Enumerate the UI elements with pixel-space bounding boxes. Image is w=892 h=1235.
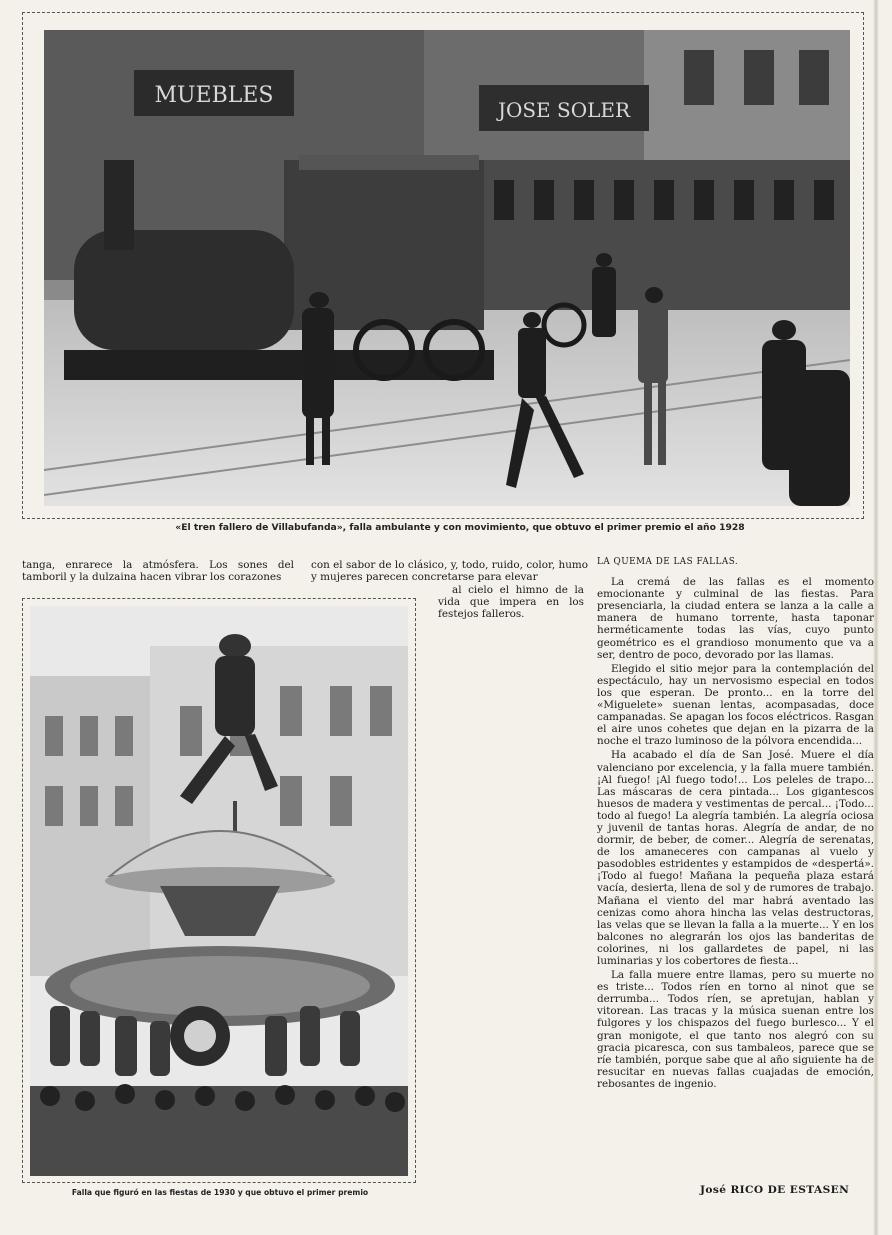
right-paragraph-2: Elegido el sitio mejor para la contemplación del espectáculo, hay un nervosismo especial en todos los que esperan. De pronto... en la torre del «Miguelete» suenan lentas, acompasadas, doce campanadas. Se apagan los focos eléctricos. Rasgan el aire unos cohetes que dejan en la pizarra de la noche el trazo luminoso de la pólvora encendida... bbox=[597, 662, 874, 748]
caption-top-photo: «El tren fallero de Villabufanda», falla ambulante y con movimiento, que obtuvo el primer premio el año 1928 bbox=[175, 522, 745, 533]
photo-falla-1930 bbox=[30, 606, 408, 1176]
middle-paragraph-1: al cielo el himno de la vida que impera en los festejos falleros. bbox=[438, 584, 584, 621]
caption-left-photo: Falla que figuró en las fiestas de 1930 y que obtuvo el primer premio bbox=[71, 1188, 369, 1197]
falla-monument-illustration bbox=[30, 606, 408, 1176]
middle-column bbox=[438, 584, 584, 620]
right-paragraph-1: La cremá de las fallas es el momento emocionante y culminal de las fiestas. Para presenciarla, la ciudad entera se lanza a la calle a manera de humano torrente, hasta taponar herméticamente todas las vías, cuyo punto geométrico es el grandioso monumento que va a ser, dentro de poco, devorado por las llamas. bbox=[597, 576, 874, 661]
sign-muebles: MUEBLES bbox=[154, 83, 274, 108]
right-paragraph-4: La falla muere entre llamas, pero su muerte no es triste... Todos ríen en torno al ninot que se derrumba... Todos ríen, se apretujan, hablan y vitorean. Las tracas y la música suenan entre los fulgores y los chispazos del fuego burlesco... Y el gran monigote, el que tanto nos alegró con su gracia picaresca, con sus tambaleos, parece que se ríe también, porque sabe que al año siguiente ha de resucitar en nuevas fallas cuajadas de emoción, rebosantes de ingenio. bbox=[597, 969, 874, 1090]
right-column bbox=[597, 556, 874, 1090]
text-fragment-middle: con el sabor de lo clásico, y, todo, ruido, color, humo y mujeres parecen concretarse para elevar bbox=[311, 559, 588, 584]
street-train-illustration bbox=[44, 30, 850, 506]
sign-jose-soler: JOSE SOLER bbox=[497, 98, 631, 122]
section-heading: LA QUEMA DE LAS FALLAS. bbox=[597, 557, 739, 567]
photo-tren-fallero bbox=[44, 30, 850, 506]
author-signature: José RICO DE ESTASEN bbox=[700, 1184, 850, 1196]
text-fragment-left: tanga, enrarece la atmósfera. Los sones del tamboril y la dulzaina hacen vibrar los corazones bbox=[22, 559, 294, 584]
right-paragraph-3: Ha acabado el día de San José. Muere el día valenciano por excelencia, y la falla muere también. ¡Al fuego! ¡Al fuego todo!... Los peleles de trapo... Las máscaras de cera pintada... Los gigantescos huesos de madera y vestimentas de percal... ¡Todo... todo al fuego! La alegría también. La alegría ociosa y juvenil de tantas horas. Alegría de andar, de no dormir, de beber, de comer... Alegría de serenatas, de los amaneceres con campanas al vuelo y pasodobles estridentes y estampidos de «despertá». ¡Todo al fuego! Mañana la pequeña plaza estará vacía, desierta, llena de sol y de rumores de trabajo. Mañana el viento del mar habrá aventado las cenizas como ahora hincha las velas destructoras, las velas que se llevan la falla a la muerte... Y en los balcones no alegrarán los ojos las banderitas de colorines, ni los gallardetes de papel, ni las luminarias y los cobertores de fiesta... bbox=[597, 749, 874, 967]
